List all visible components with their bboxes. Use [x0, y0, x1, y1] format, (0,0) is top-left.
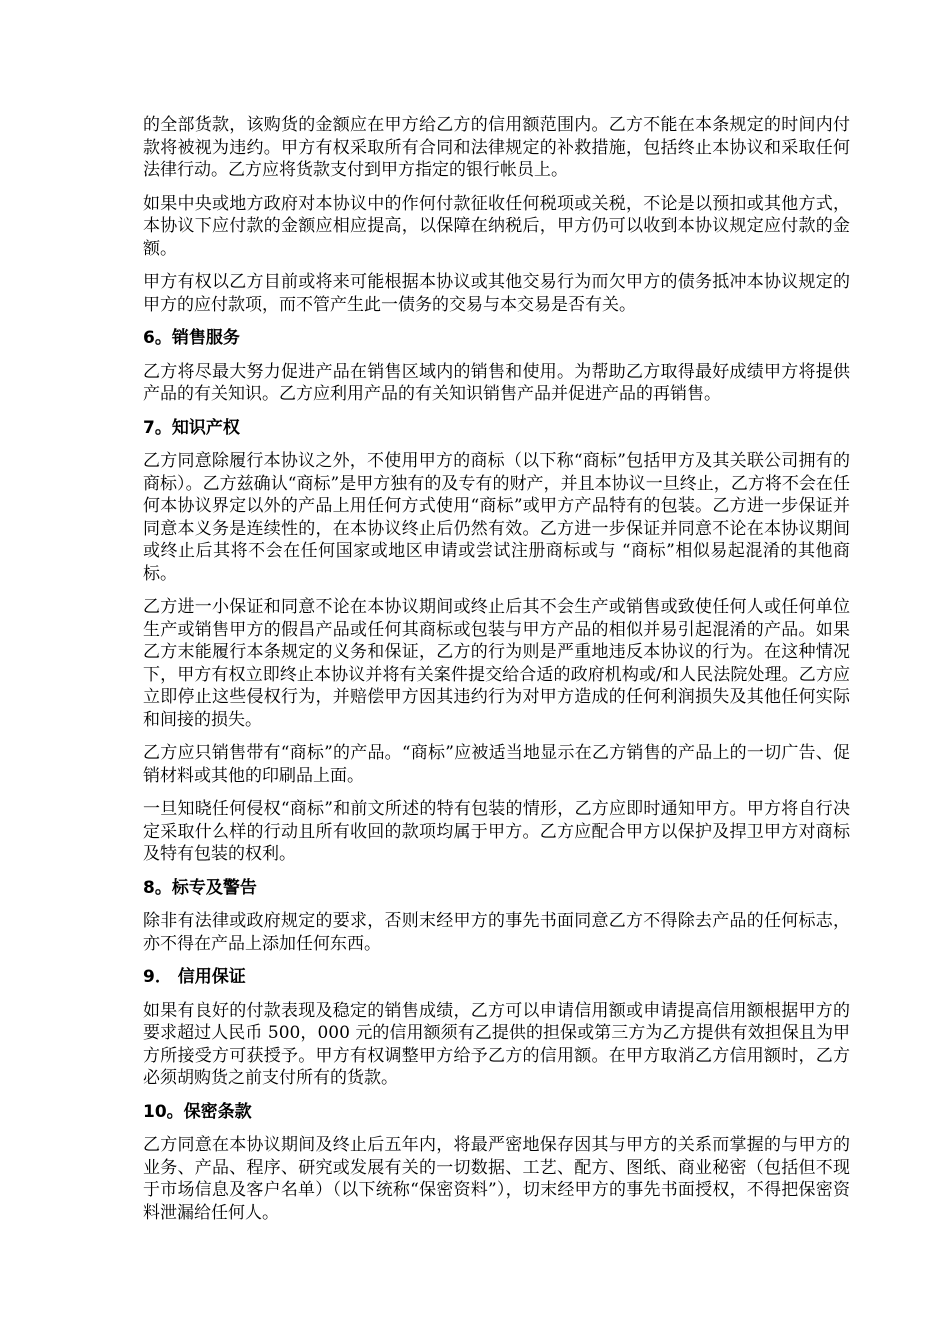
tax-paragraph: 如果中央或地方政府对本协议中的作何付款征收任何税项或关税，不论是以预扣或其他方式，本协议下应付款的金额应相应提高，以保障在纳税后，甲方仍可以收到本协议规定应付款的金额。	[143, 193, 850, 259]
section-heading-intellectual-property: 7。知识产权	[143, 417, 240, 438]
section-heading-sales-service: 6。销售服务	[143, 328, 240, 348]
section-heading-labels-warnings: 8。标专及警告	[143, 877, 257, 898]
ip-paragraph-2: 乙方进一小保证和同意不论在本协议期间或终止后其不会生产或销售或致使任何人或任何单位生产或销售甲方的假昌产品或任何其商标或包装与甲方产品的相似并易引起混淆的产品。如果乙方末能履行本条规定的义务和保证，乙方的行为则是严重地违反本协议的行为。在这种情况下，甲方有权立即终止本协议并将有关案件提交给合适的政府机构或/和人民法院处理。乙方应立即停止这些侵权行为，并赔偿甲方因其违约行为对甲方造成的任何利润损失及其他任何实际和间接的损失。	[143, 597, 850, 730]
section-heading-confidentiality: 10。保密条款	[143, 1101, 252, 1122]
sales-service-paragraph: 乙方将尽最大努力促进产品在销售区域内的销售和使用。为帮助乙方取得最好成绩甲方将提供产品的有关知识。乙方应利用产品的有关知识销售产品并促进产品的再销售。	[143, 361, 850, 404]
confidentiality-paragraph: 乙方同意在本协议期间及终止后五年内，将最严密地保存因其与甲方的关系而掌握的与甲方的业务、产品、程序、研究或发展有关的一切数据、工艺、配方、图纸、商业秘密（包括但不现于市场信息及客户名单）（以下统称“保密资料”），切末经甲方的事先书面授权，不得把保密资料泄漏给任何人。	[143, 1135, 850, 1223]
ip-paragraph-3: 乙方应只销售带有“商标”的产品。“商标”应被适当地显示在乙方销售的产品上的一切广告、促销材料或其他的印刷品上面。	[143, 743, 850, 786]
credit-paragraph: 如果有良好的付款表现及稳定的销售成绩，乙方可以申请信用额或申请提高信用额根据甲方的要求超过人民币 500，000 元的信用额须有乙提供的担保或第三方为乙方提供有效担保且为甲方所接受方可获授予。甲方有权调整甲方给予乙方的信用额。在甲方取消乙方信用额时，乙方必须胡购货之前支付所有的货款。	[143, 1000, 850, 1088]
payment-paragraph: 的全部货款，该购货的金额应在甲方给乙方的信用额范围内。乙方不能在本条规定的时间内付款将被视为违约。甲方有权采取所有合同和法律规定的补救措施，包括终止本协议和采取任何法律行动。乙方应将货款支付到甲方指定的银行帐员上。	[143, 115, 850, 180]
section-heading-credit-guarantee: 9． 信用保证	[143, 967, 246, 987]
ip-paragraph-4: 一旦知晓任何侵权“商标”和前文所述的特有包装的情形，乙方应即时通知甲方。甲方将自行决定采取什么样的行动且所有收回的款项均属于甲方。乙方应配合甲方以保护及捍卫甲方对商标及特有包装的权利。	[143, 799, 850, 864]
ip-paragraph-1: 乙方同意除履行本协议之外，不使用甲方的商标（以下称“商标”包括甲方及其关联公司拥有的商标）。乙方兹确认“商标”是甲方独有的及专有的财产，并且本协议一旦终止，乙方将不会在任何本协议界定以外的产品上用任何方式使用“商标”或甲方产品特有的包装。乙方进一步保证并同意本义务是连续性的，在本协议终止后仍然有效。乙方进一步保证并同意不论在本协议期间或终止后其将不会在任何国家或地区申请或尝试注册商标或与 “商标”相似易起混淆的其他商标。	[143, 451, 850, 584]
offset-paragraph: 甲方有权以乙方目前或将来可能根据本协议或其他交易行为而欠甲方的债务抵冲本协议规定的甲方的应付款项，而不管产生此一债务的交易与本交易是否有关。	[143, 272, 850, 315]
labels-paragraph: 除非有法律或政府规定的要求，否则末经甲方的事先书面同意乙方不得除去产品的任何标志，亦不得在产品上添加任何东西。	[143, 911, 850, 954]
